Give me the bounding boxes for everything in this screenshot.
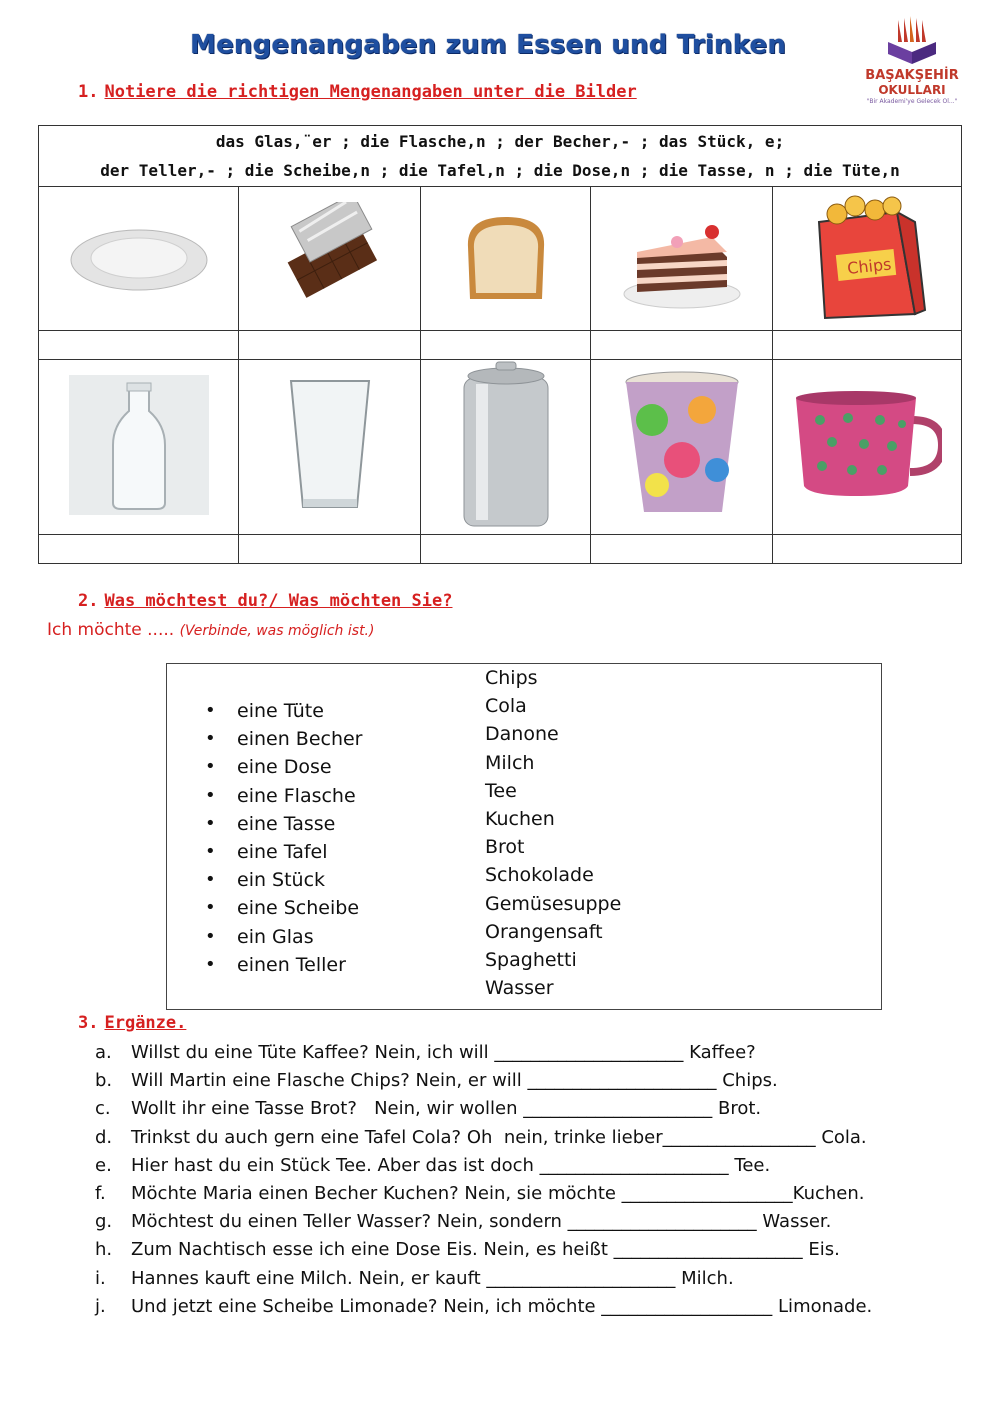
can-icon <box>456 360 556 530</box>
glass-image-cell <box>239 360 421 535</box>
quantity-item[interactable]: • eine Tasse <box>205 810 363 838</box>
exercise-letter: j. <box>95 1295 106 1317</box>
quantity-list <box>205 697 363 979</box>
exercise-text: Trinkst du auch gern eine Tafel Cola? Oh nein, trinke lieber_________________ Cola. <box>131 1126 867 1148</box>
exercise-list <box>95 1039 872 1321</box>
cake-icon <box>617 202 747 312</box>
answer-cell[interactable] <box>773 331 962 360</box>
food-list <box>485 664 621 1002</box>
section-1-heading <box>78 82 637 102</box>
exercise-text: Zum Nachtisch esse ich eine Dose Eis. Nein, es heißt _____________________ Eis. <box>131 1239 840 1261</box>
exercise-text: Willst du eine Tüte Kaffee? Nein, ich will _____________________ Kaffee? <box>131 1042 756 1063</box>
quantity-item[interactable]: • eine Tafel <box>205 838 363 866</box>
exercise-item[interactable] <box>95 1039 872 1067</box>
bottle-icon <box>69 375 209 515</box>
exercise-text: Will Martin eine Flasche Chips? Nein, er will _____________________ Chips. <box>131 1070 778 1092</box>
mug-icon <box>792 390 942 500</box>
food-item[interactable]: Kuchen <box>485 807 555 830</box>
quantity-item[interactable]: • einen Teller <box>205 951 363 979</box>
answer-cell[interactable] <box>239 535 421 564</box>
logo-slogan: "Bir Akademi'ye Gelecek Ol..." <box>866 98 958 105</box>
can-image-cell <box>421 360 591 535</box>
exercise-letter: f. <box>95 1182 106 1204</box>
plate-image-cell <box>39 187 239 331</box>
food-item[interactable]: Orangensaft <box>485 920 603 943</box>
quantity-item[interactable]: • ein Stück <box>205 866 363 894</box>
answer-cell[interactable] <box>591 331 773 360</box>
section-title: Ergänze. <box>104 1013 187 1033</box>
word-bank-line: der Teller,- ; die Scheibe,n ; die Tafel,n ; die Dose,n ; die Tasse, n ; die Tüte,n <box>100 161 900 180</box>
exercise-text: Möchtest du einen Teller Wasser? Nein, sondern _____________________ Wasser. <box>131 1211 832 1233</box>
vocabulary-table <box>38 125 962 564</box>
exercise-text: Hier hast du ein Stück Tee. Aber das ist doch _____________________ Tee. <box>131 1154 771 1176</box>
food-item[interactable]: Wasser <box>485 977 554 1000</box>
exercise-item[interactable] <box>95 1265 872 1293</box>
exercise-text: Hannes kauft eine Milch. Nein, er kauft _____________________ Milch. <box>131 1267 734 1289</box>
exercise-letter: g. <box>95 1211 113 1233</box>
section-3-heading <box>78 1013 186 1033</box>
section-2-heading <box>78 591 452 611</box>
quantity-item[interactable]: • eine Tüte <box>205 697 363 725</box>
exercise-letter: d. <box>95 1126 113 1148</box>
exercise-item[interactable] <box>95 1180 872 1208</box>
food-item[interactable]: Chips <box>485 667 538 689</box>
exercise-letter: i. <box>95 1267 106 1289</box>
word-bank <box>39 126 962 187</box>
food-item[interactable]: Tee <box>485 779 517 802</box>
cake-image-cell <box>591 187 773 331</box>
glass-icon <box>285 375 375 515</box>
quantity-item[interactable]: • ein Glas <box>205 923 363 951</box>
logo-subname: OKULLARI <box>878 83 946 97</box>
mug-image-cell <box>773 360 962 535</box>
answer-cell[interactable] <box>591 535 773 564</box>
exercise-text: Möchte Maria einen Becher Kuchen? Nein, sie möchte ___________________Kuchen. <box>131 1182 865 1204</box>
exercise-item[interactable] <box>95 1236 872 1264</box>
quantity-item[interactable]: • eine Flasche <box>205 782 363 810</box>
exercise-item[interactable] <box>95 1124 872 1152</box>
food-item[interactable]: Milch <box>485 751 535 774</box>
answer-cell[interactable] <box>773 535 962 564</box>
bread-slice-icon <box>456 207 556 307</box>
answer-cell[interactable] <box>421 535 591 564</box>
chips-bag-icon <box>797 192 937 322</box>
answer-cell[interactable] <box>239 331 421 360</box>
section-number: 3. <box>78 1013 99 1033</box>
food-item[interactable]: Schokolade <box>485 864 594 887</box>
quantity-item[interactable]: • eine Dose <box>205 753 363 781</box>
paper-cup-icon <box>622 370 742 520</box>
section-2-prompt <box>47 620 374 640</box>
exercise-item[interactable] <box>95 1208 872 1236</box>
paper-cup-image-cell <box>591 360 773 535</box>
exercise-item[interactable] <box>95 1095 872 1123</box>
food-item[interactable]: Brot <box>485 836 525 859</box>
section-number: 1. <box>78 82 99 102</box>
exercise-letter: h. <box>95 1239 113 1261</box>
exercise-text: Wollt ihr eine Tasse Brot? Nein, wir wollen _____________________ Brot. <box>131 1098 762 1120</box>
book-logo-icon <box>858 12 966 68</box>
exercise-text: Und jetzt eine Scheibe Limonade? Nein, ich möchte ___________________ Limonade. <box>131 1295 873 1317</box>
food-item[interactable]: Danone <box>485 723 559 746</box>
word-bank-line: das Glas,¨er ; die Flasche,n ; der Becher,- ; das Stück, e; <box>215 132 785 151</box>
section-title: Was möchtest du?/ Was möchten Sie? <box>104 591 453 611</box>
chocolate-icon <box>270 202 390 312</box>
bread-image-cell <box>421 187 591 331</box>
answer-cell[interactable] <box>421 331 591 360</box>
section-title: Notiere die richtigen Mengenangaben unter die Bilder <box>104 82 637 102</box>
prompt-hint: (Verbinde, was möglich ist.) <box>179 623 375 639</box>
exercise-item[interactable] <box>95 1293 872 1321</box>
food-item[interactable]: Spaghetti <box>485 948 577 971</box>
chips-image-cell <box>773 187 962 331</box>
exercise-letter: a. <box>95 1042 112 1063</box>
answer-cell[interactable] <box>39 331 239 360</box>
logo-name: BAŞAKŞEHİR <box>865 68 959 83</box>
quantity-item[interactable]: • eine Scheibe <box>205 894 363 922</box>
chocolate-image-cell <box>239 187 421 331</box>
food-item[interactable]: Cola <box>485 695 527 718</box>
bottle-image-cell <box>39 360 239 535</box>
exercise-item[interactable] <box>95 1152 872 1180</box>
answer-cell[interactable] <box>39 535 239 564</box>
plate-icon <box>69 222 209 292</box>
exercise-letter: e. <box>95 1154 112 1176</box>
page-title: Mengenangaben zum Essen und Trinken <box>190 30 787 60</box>
food-item[interactable]: Gemüsesuppe <box>485 892 622 915</box>
svg-text:Chips: Chips <box>846 253 893 278</box>
prompt-text: Ich möchte ..... <box>47 620 180 640</box>
exercise-letter: c. <box>95 1098 111 1120</box>
school-logo <box>858 12 966 112</box>
exercise-letter: b. <box>95 1070 113 1092</box>
section-number: 2. <box>78 591 99 611</box>
quantity-item[interactable]: • einen Becher <box>205 725 363 753</box>
exercise-item[interactable] <box>95 1067 872 1095</box>
matching-box <box>166 663 882 1010</box>
